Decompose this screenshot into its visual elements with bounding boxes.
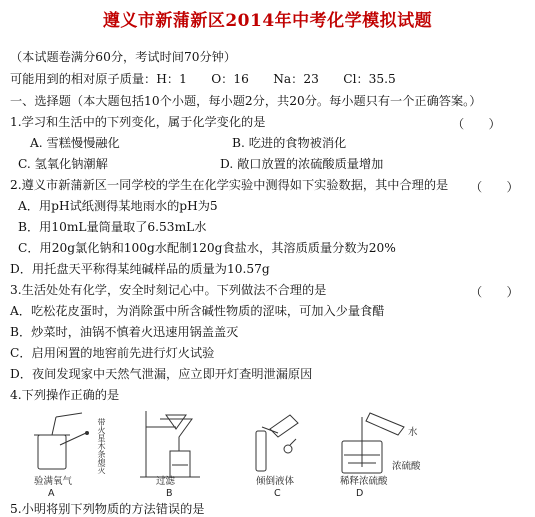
q2-option-c: C．用20g氯化钠和100g水配制120g食盐水，其溶质质量分数为20% xyxy=(18,241,396,255)
q3-answer-paren: （ ） xyxy=(470,285,519,299)
figure-d-water-label: 水 xyxy=(408,427,418,438)
q5-partial-stem: 5.小明将别下列物质的方法错误的是 xyxy=(10,502,205,516)
q1-option-b: B. 吃进的食物被消化 xyxy=(232,136,347,150)
q2-option-b: B．用10mL量筒量取了6.53mL水 xyxy=(18,220,207,234)
figure-c-caption: 倾倒液体 xyxy=(256,476,295,487)
q2-option-d: D．用托盘天平称得某纯碱样品的质量为10.57g xyxy=(10,262,270,276)
figure-a-letter: A xyxy=(48,488,55,499)
exam-info: （本试题卷满分60分，考试时间70分钟） xyxy=(10,50,237,64)
exam-title: 遵义市新蒲新区2014年中考化学模拟试题 xyxy=(102,11,433,31)
figure-d-acid-label: 浓硫酸 xyxy=(392,461,421,472)
q3-option-a: A．吃松花皮蛋时，为消除蛋中所含碱性物质的涩味，可加入少量食醋 xyxy=(10,304,385,318)
q3-stem: 3.生活处处有化学，安全时刻记心中。下列做法不合理的是 xyxy=(10,283,327,297)
figure-d-letter: D xyxy=(356,488,364,499)
q2-stem: 2.遵义市新蒲新区一同学校的学生在化学实验中测得如下实验数据，其中合理的是 xyxy=(10,178,449,192)
q1-option-d: D. 敞口放置的浓硫酸质量增加 xyxy=(220,157,384,171)
figure-a-drawing xyxy=(34,413,89,469)
q1-option-a: A. 雪糕慢慢融化 xyxy=(30,136,120,150)
atomic-mass-line: 可能用到的相对原子质量：H：1 O：16 Na：23 Cl：35.5 xyxy=(10,72,396,86)
q3-option-c: C．启用闲置的地窖前先进行灯火试验 xyxy=(10,346,215,360)
figure-b-letter: B xyxy=(166,488,173,499)
q3-option-b: B．炒菜时，油锅不慎着火迅速用锅盖盖灭 xyxy=(10,325,239,339)
q1-stem: 1.学习和生活中的下列变化，属于化学变化的是 xyxy=(10,115,266,129)
figure-b-drawing xyxy=(140,411,200,477)
q2-option-a: A．用pH试纸测得某地雨水的pH为5 xyxy=(18,199,218,213)
q3-option-d: D．夜间发现家中天然气泄漏，应立即开灯查明泄漏原因 xyxy=(10,367,313,381)
figure-d-caption: 稀释浓硫酸 xyxy=(340,476,388,487)
figure-a-label: 带火星木条熄灭 xyxy=(97,418,106,474)
q4-stem: 4.下列操作正确的是 xyxy=(10,388,120,402)
q2-answer-paren: （ ） xyxy=(470,180,519,194)
q1-option-c: C. 氢氧化钠潮解 xyxy=(18,157,108,171)
figure-c-drawing xyxy=(256,415,298,471)
q1-answer-paren: （ ） xyxy=(452,117,501,131)
section-heading: 一、选择题（本大题包括10个小题，每小题2分，共20分。每小题只有一个正确答案。） xyxy=(10,94,482,108)
figure-c-letter: C xyxy=(274,488,281,499)
q4-figures xyxy=(0,405,535,505)
figure-a-caption: 验满氧气 xyxy=(34,476,73,487)
figure-b-caption: 过滤 xyxy=(156,476,176,487)
